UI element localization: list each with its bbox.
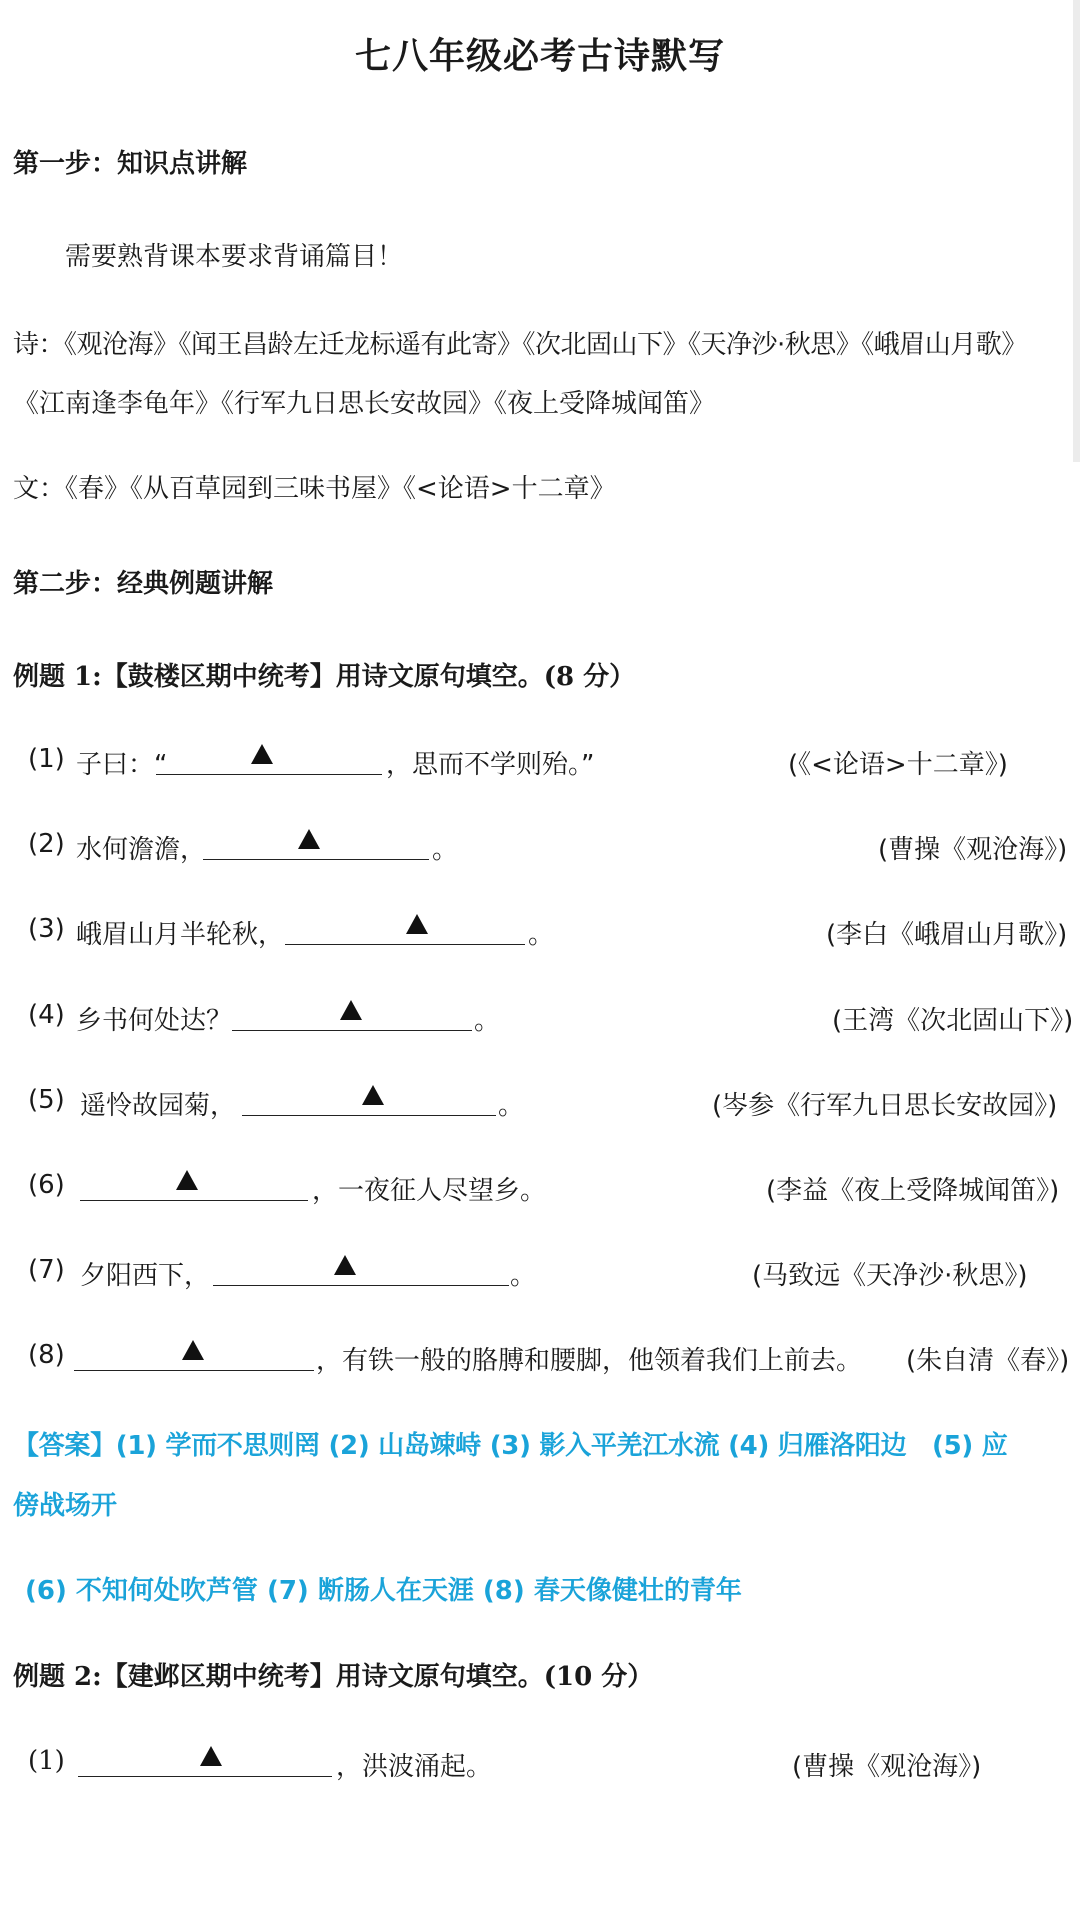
question-row bbox=[0, 908, 1080, 952]
question-row bbox=[0, 1249, 1080, 1293]
question-number: (4) bbox=[28, 1000, 65, 1030]
question-row bbox=[0, 823, 1080, 867]
question-source: (曹操《观沧海》) bbox=[878, 835, 1068, 865]
question-number: (8) bbox=[28, 1340, 65, 1370]
question-text-after: 。 bbox=[432, 835, 459, 865]
question-text-after: 。 bbox=[498, 1091, 525, 1121]
page-title: 七八年级必考古诗默写 bbox=[354, 36, 725, 77]
answer-blank[interactable] bbox=[232, 1030, 472, 1031]
answer-line-3: (6) 不知何处吹芦管 (7) 断肠人在天涯 (8) 春天像健壮的青年 bbox=[25, 1576, 742, 1606]
question-source: (岑参《行军九日思长安故园》) bbox=[712, 1091, 1058, 1121]
triangle-icon bbox=[200, 1746, 222, 1766]
question-row bbox=[0, 1334, 1080, 1378]
triangle-icon bbox=[334, 1255, 356, 1275]
answer-blank[interactable] bbox=[285, 944, 525, 945]
question-text-before: 遥怜故园菊， bbox=[80, 1091, 237, 1121]
triangle-icon bbox=[251, 744, 273, 764]
step1-heading: 第一步：知识点讲解 bbox=[13, 149, 248, 179]
question-source: (《<论语>十二章》) bbox=[788, 750, 1008, 780]
question-number: (3) bbox=[28, 914, 65, 944]
answer-blank[interactable] bbox=[156, 774, 382, 775]
question-source: (李益《夜上受降城闻笛》) bbox=[766, 1176, 1060, 1206]
answer-blank[interactable] bbox=[78, 1776, 332, 1777]
question-source: (王湾《次北固山下》) bbox=[832, 1006, 1074, 1036]
question-number: (5) bbox=[28, 1085, 65, 1115]
answer-line-1: 【答案】(1) 学而不思则罔 (2) 山岛竦峙 (3) 影入平羌江水流 (4) 归雁洛阳边 (5) 应 bbox=[13, 1431, 1008, 1461]
question-number: (6) bbox=[28, 1170, 65, 1200]
answer-blank[interactable] bbox=[203, 859, 429, 860]
question-text-after: ，有铁一般的胳膊和腰脚，他领着我们上前去。 bbox=[316, 1346, 863, 1376]
question-text-after: ，洪波涌起。 bbox=[336, 1752, 493, 1782]
question-text-after: ，一夜征人尽望乡。 bbox=[312, 1176, 547, 1206]
question-source: (马致远《天净沙·秋思》) bbox=[752, 1261, 1028, 1291]
question-source: (曹操《观沧海》) bbox=[792, 1752, 982, 1782]
triangle-icon bbox=[362, 1085, 384, 1105]
question-row bbox=[0, 1740, 1080, 1784]
answer-blank[interactable] bbox=[74, 1370, 314, 1371]
triangle-icon bbox=[406, 914, 428, 934]
question-text-after: 。 bbox=[528, 920, 555, 950]
question-text-after: ，思而不学则殆。” bbox=[386, 750, 595, 780]
triangle-icon bbox=[182, 1340, 204, 1360]
step2-heading: 第二步：经典例题讲解 bbox=[13, 569, 274, 599]
prose-list: 文：《春》《从百草园到三味书屋》《<论语>十二章》 bbox=[13, 474, 616, 504]
example2-heading: 例题 2:【建邺区期中统考】用诗文原句填空。(10 分） bbox=[13, 1662, 654, 1692]
question-text-after: 。 bbox=[510, 1261, 537, 1291]
question-text-before: 子曰：“ bbox=[76, 750, 168, 780]
question-row bbox=[0, 738, 1080, 782]
answer-blank[interactable] bbox=[242, 1115, 496, 1116]
question-text-before: 夕阳西下， bbox=[80, 1261, 211, 1291]
poem-list-line1: 诗：《观沧海》《闻王昌龄左迁龙标遥有此寄》《次北固山下》《天净沙·秋思》《峨眉山月歌》 bbox=[13, 330, 1027, 360]
triangle-icon bbox=[298, 829, 320, 849]
question-number: (1) bbox=[28, 744, 65, 774]
question-source: (李白《峨眉山月歌》) bbox=[826, 920, 1068, 950]
answer-blank[interactable] bbox=[213, 1285, 509, 1286]
triangle-icon bbox=[176, 1170, 198, 1190]
question-number: (7) bbox=[28, 1255, 65, 1285]
question-row bbox=[0, 994, 1080, 1038]
question-row bbox=[0, 1164, 1080, 1208]
answer-blank[interactable] bbox=[80, 1200, 308, 1201]
question-text-before: 乡书何处达？ bbox=[76, 1006, 233, 1036]
example1-heading: 例题 1:【鼓楼区期中统考】用诗文原句填空。(8 分） bbox=[13, 662, 636, 692]
poem-list-line2: 《江南逢李龟年》《行军九日思长安故园》《夜上受降城闻笛》 bbox=[13, 389, 716, 419]
triangle-icon bbox=[340, 1000, 362, 1020]
question-number: (1) bbox=[28, 1746, 65, 1776]
question-row bbox=[0, 1079, 1080, 1123]
answer-line-2: 傍战场开 bbox=[13, 1491, 118, 1521]
question-text-before: 峨眉山月半轮秋， bbox=[76, 920, 285, 950]
question-number: (2) bbox=[28, 829, 65, 859]
step1-intro: 需要熟背课本要求背诵篇目！ bbox=[65, 242, 404, 272]
question-text-after: 。 bbox=[474, 1006, 501, 1036]
question-source: (朱自清《春》) bbox=[906, 1346, 1070, 1376]
question-text-before: 水何澹澹， bbox=[76, 835, 207, 865]
